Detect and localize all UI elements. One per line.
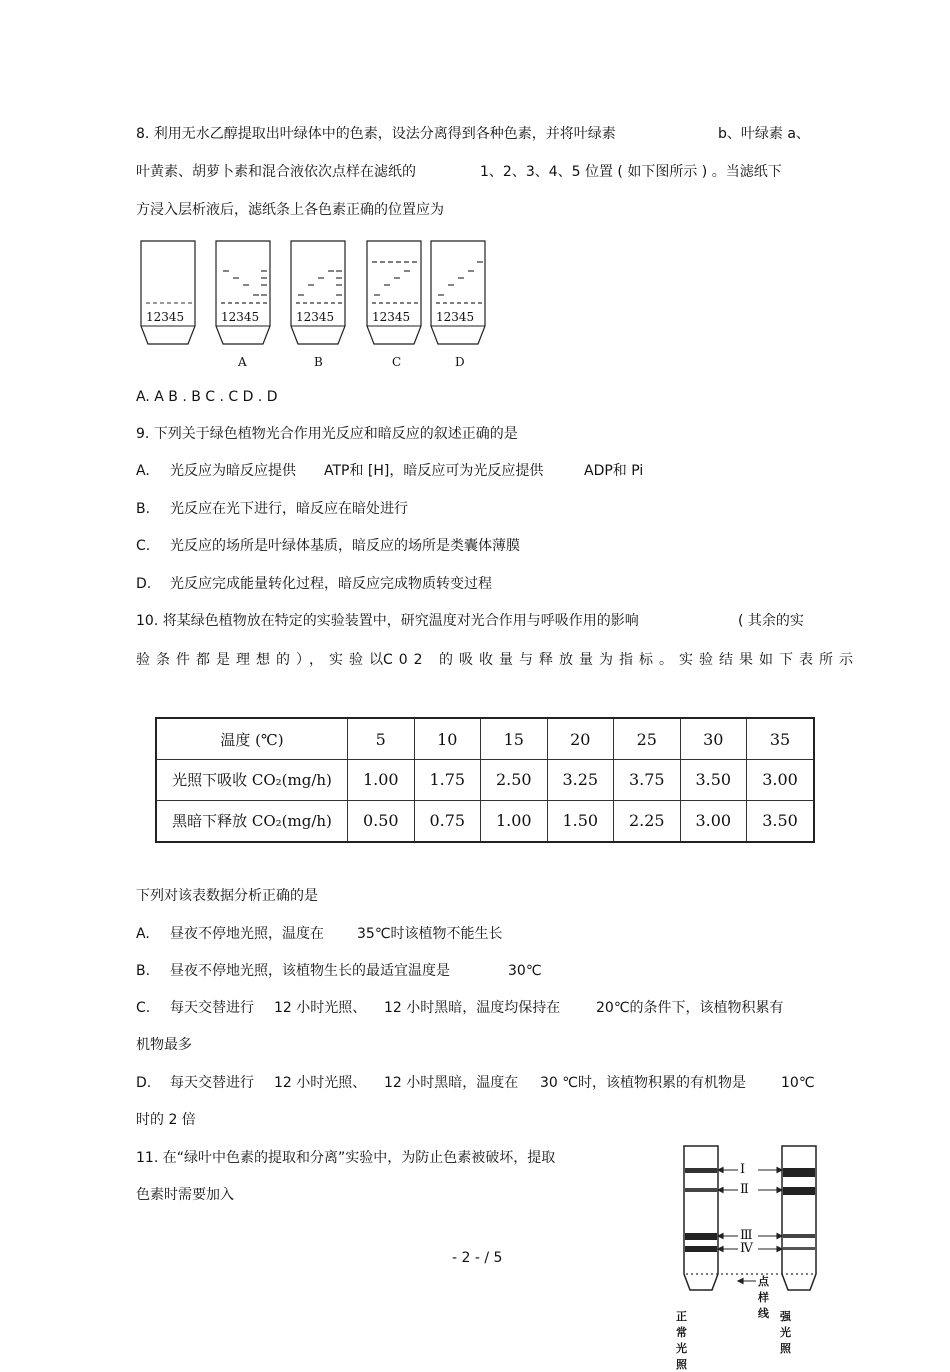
table-row (156, 800, 814, 842)
q11-line1: 11. 在“绿叶中色素的提取和分离”实验中，为防止色素被破坏，提取 (136, 1150, 556, 1166)
q10-option-d-cont: 时的 2 倍 (136, 1112, 196, 1128)
table-cell: 1.00 (348, 760, 415, 801)
q10-option-d-text4: 30 ℃时，该植物积累的有机物是 (540, 1075, 746, 1091)
table-row-label: 光照下吸收 CO₂(mg/h) (156, 760, 348, 801)
table-cell: 10 (414, 718, 481, 760)
table-cell: 1.50 (547, 800, 614, 842)
q8-line2: 叶黄素、胡萝卜素和混合液依次点样在滤纸的 (136, 164, 416, 180)
q10-option-a-text2: 35℃时该植物不能生长 (357, 926, 503, 942)
q10-option-a-text1: 昼夜不停地光照，温度在 (170, 926, 324, 942)
table-cell: 3.50 (747, 800, 815, 842)
table-cell: 15 (481, 718, 548, 760)
q10-option-c-text4: 20℃的条件下，该植物积累有 (596, 1000, 784, 1016)
band-label-2: Ⅱ (740, 1182, 749, 1197)
spot-numbers-d: 12345 (436, 310, 475, 324)
q9-option-d-label: D. (136, 576, 152, 592)
filter-paper-b (290, 240, 350, 348)
label-a: A (238, 355, 247, 369)
q9-option-a-text2: ATP和 [H]，暗反应可为光反应提供 (324, 463, 544, 479)
table-cell: 3.75 (614, 760, 681, 801)
q11-line2: 色素时需要加入 (136, 1187, 234, 1203)
q10-option-c-text2: 12 小时光照、 (274, 1000, 367, 1016)
filter-paper-a (215, 240, 275, 348)
q10-option-b-text2: 30℃ (508, 963, 542, 979)
q8-line3: 方浸入层析液后，滤纸条上各色素正确的位置应为 (136, 202, 444, 218)
table-cell: 3.00 (747, 760, 815, 801)
q10-line2: 验条件都是理想的），实验以 (136, 652, 389, 668)
label-b: B (314, 355, 323, 369)
filter-paper-d (430, 240, 490, 348)
table-cell: 5 (348, 718, 415, 760)
table-row (156, 760, 814, 801)
table-cell: 30 (680, 718, 747, 760)
table-cell: 2.50 (481, 760, 548, 801)
table-cell: 2.25 (614, 800, 681, 842)
q8-line2-mid: 1、2、3、4、5 位置 ( 如下图所示 ) 。当滤纸下 (480, 164, 782, 180)
spot-numbers-original: 12345 (146, 310, 185, 324)
table-cell: 20 (547, 718, 614, 760)
q8-options: A. A B . B C . C D . D (136, 389, 278, 405)
table-cell: 0.75 (414, 800, 481, 842)
q10-line1: 10. 将某绿色植物放在特定的实验装置中，研究温度对光合作用与呼吸作用的影响 (136, 613, 639, 629)
caption-normal-light: 正常光照 (676, 1310, 687, 1371)
page-number: - 2 - / 5 (452, 1250, 503, 1266)
table-cell: 1.75 (414, 760, 481, 801)
q10-option-d-label: D. (136, 1075, 152, 1091)
q10-option-b-text1: 昼夜不停地光照，该植物生长的最适宜温度是 (170, 963, 450, 979)
table-cell: 0.50 (348, 800, 415, 842)
temperature-co2-table (155, 717, 815, 843)
band-label-4: Ⅳ (740, 1241, 753, 1256)
q9-option-a-label: A. (136, 463, 150, 479)
band-label-3: Ⅲ (740, 1228, 753, 1243)
q10-line2-mid: C02 的吸收量与释放量为指标。实验结果如下表所示 (383, 652, 860, 668)
q9-option-c-label: C. (136, 538, 151, 554)
q9-stem: 9. 下列关于绿色植物光合作用光反应和暗反应的叙述正确的是 (136, 426, 518, 442)
table-cell: 25 (614, 718, 681, 760)
q10-option-d-text1: 每天交替进行 (170, 1075, 254, 1091)
band-label-1: Ⅰ (740, 1162, 746, 1177)
q10-option-d-text5: 10℃ (781, 1075, 815, 1091)
q10-option-c-text3: 12 小时黑暗，温度均保持在 (384, 1000, 561, 1016)
table-header-row (156, 718, 814, 760)
table-cell: 35 (747, 718, 815, 760)
q10-option-d-text2: 12 小时光照、 (274, 1075, 367, 1091)
q8-line1-right: b、叶绿素 a、 (718, 126, 810, 142)
table-header-label: 温度 (℃) (156, 718, 348, 760)
label-d: D (455, 355, 465, 369)
caption-strong-light: 强光照 (780, 1310, 791, 1355)
table-row-label: 黑暗下释放 CO₂(mg/h) (156, 800, 348, 842)
spot-numbers-a: 12345 (221, 310, 260, 324)
q10-option-a-label: A. (136, 926, 150, 942)
table-cell: 1.00 (481, 800, 548, 842)
label-c: C (392, 355, 402, 369)
table-cell: 3.50 (680, 760, 747, 801)
q9-option-a-text1: 光反应为暗反应提供 (170, 463, 296, 479)
spot-numbers-b: 12345 (296, 310, 335, 324)
table-cell: 3.00 (680, 800, 747, 842)
q9-option-b-text: 光反应在光下进行，暗反应在暗处进行 (170, 501, 408, 517)
origin-line-label: 点样线 (758, 1275, 769, 1320)
q10-option-b-label: B. (136, 963, 151, 979)
filter-paper-original (140, 240, 200, 348)
q10-after-table: 下列对该表数据分析正确的是 (136, 888, 318, 904)
q10-line1-right: ( 其余的实 (738, 613, 804, 629)
q9-option-b-label: B. (136, 501, 151, 517)
q10-option-c-text1: 每天交替进行 (170, 1000, 254, 1016)
q9-option-a-text3: ADP和 Pi (584, 463, 644, 479)
q10-option-d-text3: 12 小时黑暗，温度在 (384, 1075, 519, 1091)
q10-option-c-label: C. (136, 1000, 151, 1016)
q10-option-c-cont: 机物最多 (136, 1037, 192, 1053)
q9-option-d-text: 光反应完成能量转化过程，暗反应完成物质转变过程 (170, 576, 492, 592)
table-cell: 3.25 (547, 760, 614, 801)
q9-option-c-text: 光反应的场所是叶绿体基质，暗反应的场所是类囊体薄膜 (170, 538, 520, 554)
filter-paper-c (366, 240, 426, 348)
q8-line1: 8. 利用无水乙醇提取出叶绿体中的色素，设法分离得到各种色素，并将叶绿素 (136, 126, 616, 142)
spot-numbers-c: 12345 (372, 310, 411, 324)
